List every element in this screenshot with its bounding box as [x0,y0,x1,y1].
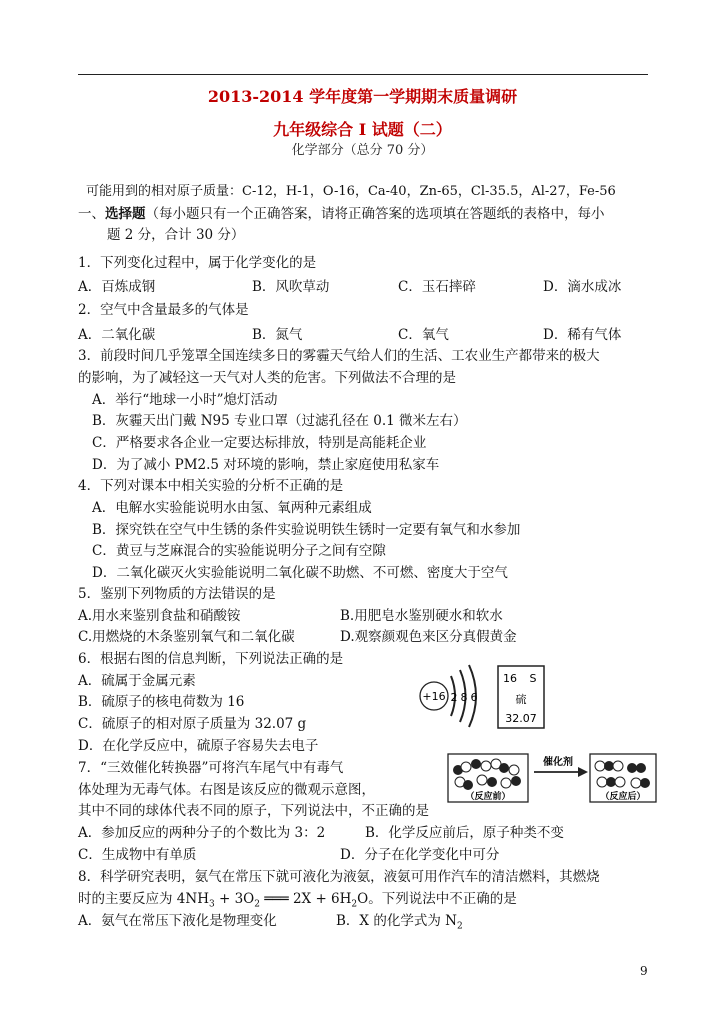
q4-option-d: D．二氧化碳灭火实验能说明二氧化碳不助燃、不可燃、密度大于空气 [92,565,508,581]
q2-option-d: D．稀有气体 [543,327,622,343]
q1-stem: 1．下列变化过程中，属于化学变化的是 [78,255,317,271]
q3-stem-1: 3．前段时间几乎笼罩全国连续多日的雾霾天气给人们的生活、工农业生产都带来的极大 [78,348,600,364]
q5-option-b: B.用肥皂水鉴别硬水和软水 [340,608,503,624]
sulfur-atom-figure [414,660,574,732]
header-rule [78,74,648,75]
exam-subtitle: 九年级综合 I 试题（二） [273,120,452,139]
catalyst-label: 催化剂 [543,757,573,768]
q1-option-a: A．百炼成钢 [78,279,156,295]
q2-option-c: C．氧气 [398,327,449,343]
q1-option-c: C．玉石摔碎 [398,279,476,295]
section-subtitle: 化学部分（总分 70 分） [291,143,434,158]
q5-option-c: C.用燃烧的木条鉴别氧气和二氧化碳 [78,629,295,645]
q7-stem-2: 体处理为无毒气体。右图是该反应的微观示意图， [78,782,375,798]
q8-option-a: A．氨气在常压下液化是物理变化 [78,913,277,929]
q1-option-d: D．滴水成冰 [543,279,622,295]
q6-option-a: A．硫属于金属元素 [78,673,196,689]
reaction-arrow-head [578,767,588,777]
q7-option-c: C．生成物中有单质 [78,847,197,863]
q4-option-c: C．黄豆与芝麻混合的实验能说明分子之间有空隙 [92,543,386,559]
shell-1-electrons: 2 [450,691,458,704]
section1-instructions: 题 2 分，合计 30 分） [107,227,245,243]
shell-3-electrons: 6 [470,691,478,704]
q7-stem-3: 其中不同的球体代表不同的原子，下列说法中，不正确的是 [78,803,429,819]
q6-option-c: C．硫原子的相对原子质量为 32.07 g [78,716,307,732]
section1-heading: 一、选择题（每小题只有一个正确答案，请将正确答案的选项填在答题纸的表格中，每小 [78,206,605,222]
shell-2-electrons: 8 [460,691,468,704]
page-number: 9 [640,964,648,978]
q3-option-c: C．严格要求各企业一定要达标排放，特别是高能耗企业 [92,435,427,451]
q7-option-a: A．参加反应的两种分子的个数比为 3：2 [78,825,326,841]
atomic-mass: 32.07 [505,712,537,725]
exam-title: 2013-2014 学年度第一学期期末质量调研 [207,87,518,106]
q5-option-d: D.观察颜观色来区分真假黄金 [340,629,517,645]
q6-option-d: D．在化学反应中，硫原子容易失去电子 [78,738,319,754]
q4-option-b: B．探究铁在空气中生锈的条件实验说明铁生锈时一定要有氧气和水参加 [92,522,521,538]
q2-option-a: A．二氧化碳 [78,327,156,343]
q7-stem-1: 7．“三效催化转换器”可将汽车尾气中有毒气 [78,760,344,776]
q8-stem-2: 时的主要反应为 $4NH_3 + 3O_2$ ═══ $2X + 6H_2O$。下列说法中不正确的是 [78,891,517,910]
before-label: （反应前） [465,792,511,802]
q8-stem-1: 8．科学研究表明，氨气在常压下就可液化为液氨，液氨可用作汽车的清洁燃料，其燃烧 [78,869,600,885]
atomic-number: 16 [503,672,517,685]
q2-option-b: B．氮气 [252,327,303,343]
q5-option-a: A.用水来鉴别食盐和硝酸铵 [78,608,241,624]
q1-option-b: B．风吹草动 [252,279,330,295]
q3-option-b: B．灰霾天出门戴 N95 专业口罩（过滤孔径在 0.1 微米左右） [92,413,467,429]
q3-option-a: A．举行“地球一小时”熄灯活动 [92,392,278,408]
q4-stem: 4．下列对课本中相关实验的分析不正确的是 [78,478,344,494]
q7-option-b: B．化学反应前后，原子种类不变 [365,825,564,841]
element-symbol: S [529,672,537,685]
q5-stem: 5．鉴别下列物质的方法错误的是 [78,586,276,602]
q2-stem: 2．空气中含量最多的气体是 [78,302,249,318]
atomic-masses: 可能用到的相对原子质量：C-12，H-1，O-16，Ca-40，Zn-65，Cl-35.5，Al-27，Fe-56 [86,184,616,199]
q6-option-b: B．硫原子的核电荷数为 16 [78,694,245,710]
q6-stem: 6．根据右图的信息判断，下列说法正确的是 [78,651,344,667]
q3-option-d: D．为了减小 PM2.5 对环境的影响，禁止家庭使用私家车 [92,457,440,473]
q7-option-d: D．分子在化学变化中可分 [340,847,500,863]
after-label: （反应后） [600,792,646,802]
q4-option-a: A．电解水实验能说明水由氢、氧两种元素组成 [92,500,372,516]
q3-stem-2: 的影响，为了减轻这一天气对人类的危害。下列做法不合理的是 [78,370,456,386]
q8-option-b: B．X 的化学式为 $N_2$ [336,913,463,932]
element-name: 硫 [515,693,527,706]
reaction-diagram [446,748,661,808]
nucleus-charge: +16 [422,690,446,703]
